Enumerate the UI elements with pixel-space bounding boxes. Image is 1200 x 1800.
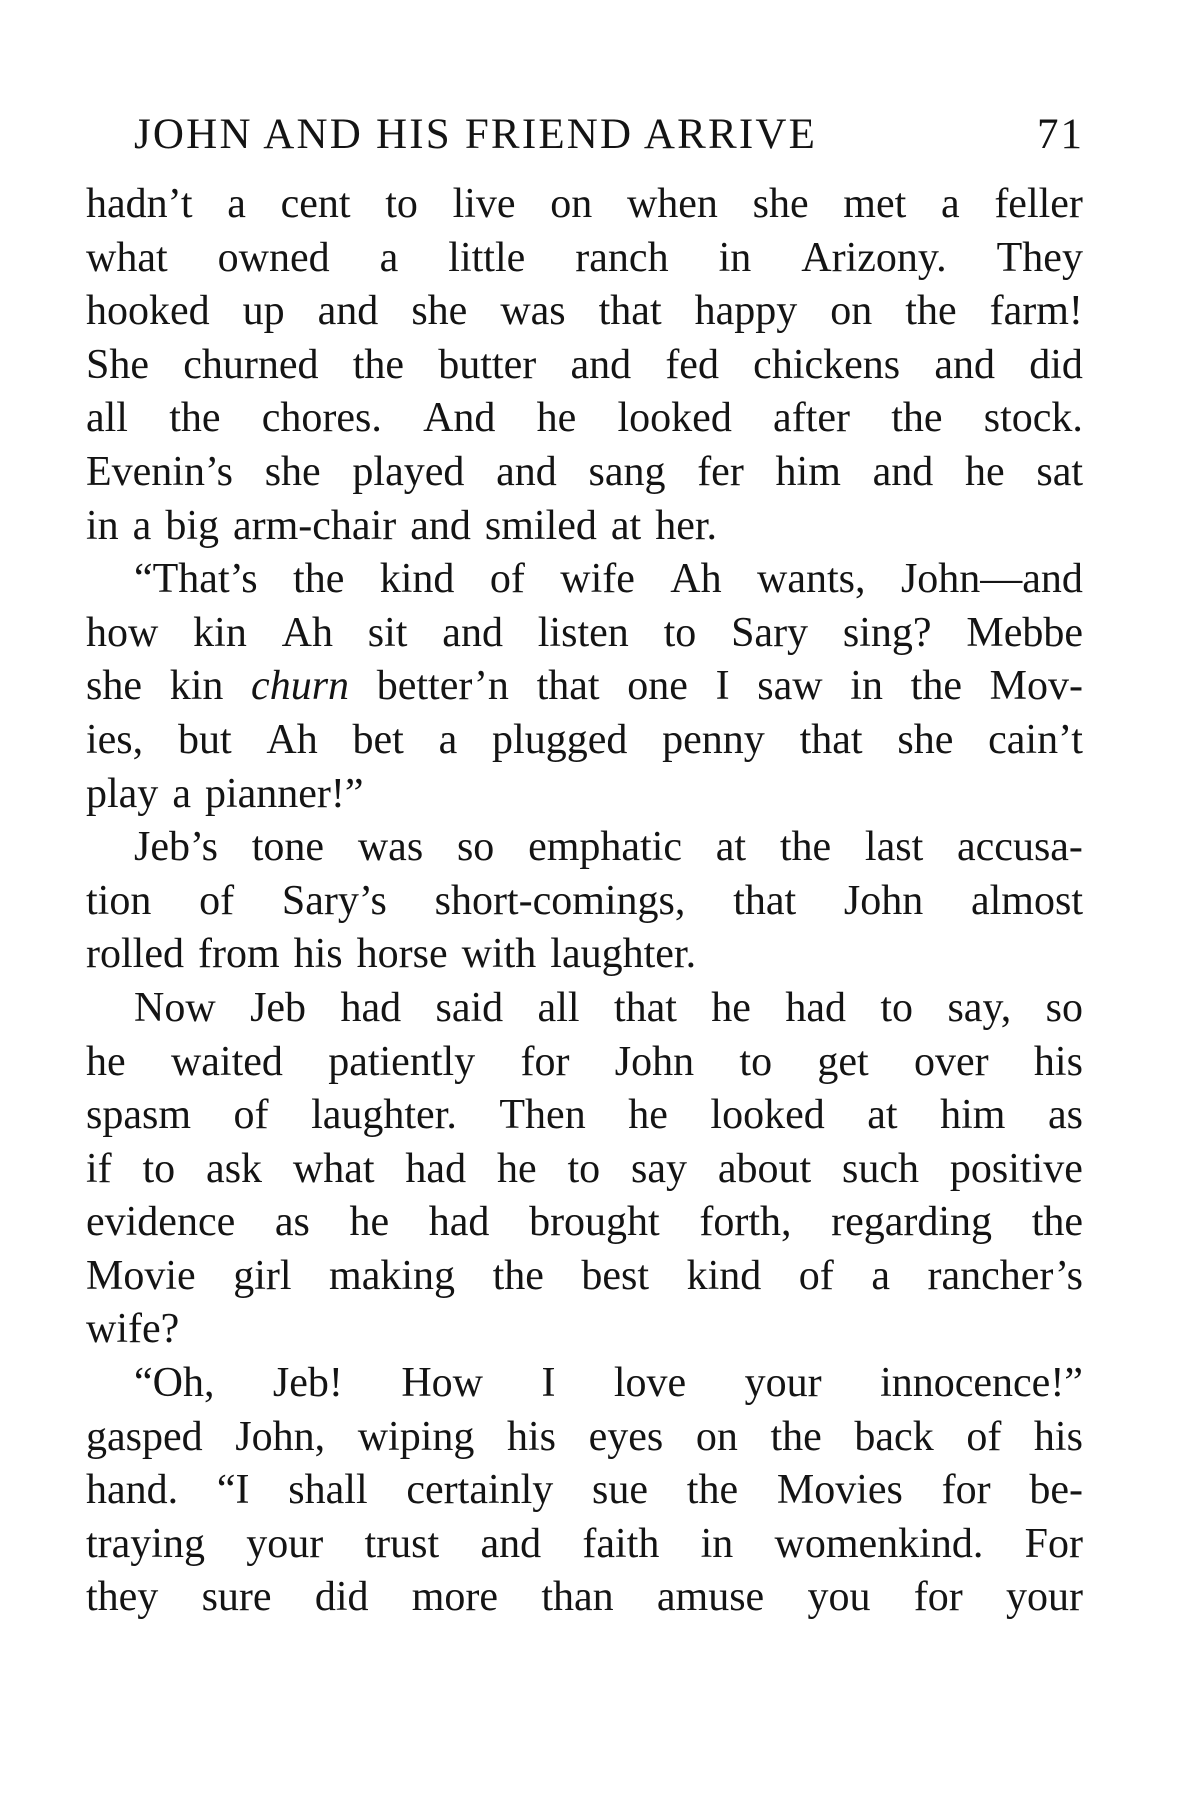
- word: Ah: [281, 609, 333, 656]
- word: in: [850, 663, 883, 710]
- word: was: [500, 288, 566, 335]
- text-line: [86, 875, 1083, 929]
- word: he: [349, 1199, 390, 1246]
- word: such: [842, 1145, 920, 1192]
- word: of: [966, 1413, 1002, 1460]
- word: as: [274, 1199, 310, 1246]
- page-number: 71: [1037, 111, 1084, 158]
- word: Arizony.: [801, 234, 947, 281]
- word: big: [165, 502, 219, 549]
- word: happy: [694, 288, 798, 335]
- word: the: [1031, 1199, 1083, 1246]
- word: accusa-: [957, 824, 1083, 871]
- word: to: [739, 1038, 773, 1085]
- word: Movies: [776, 1467, 903, 1514]
- word: faith: [582, 1520, 660, 1567]
- word: for: [520, 1038, 570, 1085]
- word: you: [807, 1574, 871, 1621]
- word: his: [293, 931, 343, 978]
- word: Jeb’s: [134, 824, 218, 871]
- word: did: [1029, 341, 1083, 388]
- word: he: [628, 1092, 668, 1139]
- word: innocence!”: [880, 1360, 1083, 1407]
- word: be-: [1029, 1467, 1083, 1514]
- text-line: [86, 660, 1083, 714]
- word: laughter.: [311, 1092, 457, 1139]
- word: in: [86, 502, 119, 549]
- word: rancher’s: [927, 1252, 1083, 1299]
- word: but: [177, 716, 232, 763]
- word: spasm: [86, 1092, 191, 1139]
- word: churned: [183, 341, 319, 388]
- text-line: [86, 178, 1083, 232]
- word: your: [744, 1360, 822, 1407]
- word: chores.: [261, 395, 382, 442]
- word: he: [496, 1145, 537, 1192]
- word: Sary’s: [281, 877, 387, 924]
- word: sang: [588, 448, 666, 495]
- word: a: [379, 234, 399, 281]
- word: of: [489, 556, 525, 603]
- word: sue: [592, 1467, 649, 1514]
- text-line: [86, 392, 1083, 446]
- word: Ah: [266, 716, 318, 763]
- word: live: [452, 181, 516, 227]
- word: the: [910, 663, 962, 710]
- word: wants,: [757, 556, 866, 603]
- text-line: [86, 339, 1083, 393]
- word: last: [864, 824, 924, 871]
- word: on: [830, 288, 873, 335]
- word: owned: [217, 234, 330, 281]
- word: certainly: [406, 1467, 554, 1514]
- word: get: [817, 1038, 869, 1085]
- text-line: [86, 1357, 1083, 1411]
- text-line: [86, 232, 1083, 286]
- word: And: [423, 395, 496, 442]
- word: did: [314, 1574, 369, 1621]
- word: all: [537, 984, 580, 1031]
- text-line: [86, 1518, 1083, 1572]
- word: Jeb!: [272, 1360, 343, 1407]
- word: a: [132, 502, 152, 549]
- word: pianner!”: [204, 770, 364, 817]
- word: and: [934, 341, 995, 388]
- word: he: [86, 1038, 126, 1085]
- word: horse: [356, 931, 448, 978]
- word: Ah: [670, 556, 722, 603]
- word: was: [357, 824, 424, 871]
- word: tion: [86, 877, 152, 924]
- word: They: [996, 234, 1083, 281]
- word: evidence: [86, 1199, 236, 1246]
- word: he: [536, 395, 577, 442]
- text-line: [86, 446, 1083, 500]
- word: met: [843, 181, 907, 227]
- word: he: [964, 448, 1005, 495]
- text-line: [86, 1303, 1083, 1357]
- word: had: [428, 1199, 490, 1246]
- word: played: [352, 448, 465, 495]
- word: John: [843, 877, 924, 924]
- word: a: [172, 770, 191, 817]
- word: chickens: [753, 341, 901, 388]
- word: sing?: [842, 609, 932, 656]
- word: Sary: [731, 609, 809, 656]
- word: when: [626, 181, 718, 227]
- word: to: [663, 609, 697, 656]
- word: with: [461, 931, 537, 978]
- word: womenkind.: [774, 1520, 984, 1567]
- text-line: [86, 553, 1083, 607]
- word: John—and: [900, 556, 1083, 603]
- word: your: [246, 1520, 324, 1567]
- word: than: [541, 1574, 614, 1621]
- word: She: [86, 341, 149, 388]
- word: to: [880, 984, 914, 1031]
- word: a: [227, 181, 246, 227]
- word: fed: [665, 341, 719, 388]
- word: what: [292, 1145, 375, 1192]
- word: For: [1024, 1520, 1083, 1567]
- word: regarding: [831, 1199, 993, 1246]
- word: brought: [529, 1199, 660, 1246]
- word: looked: [710, 1092, 825, 1139]
- word: as: [1047, 1092, 1083, 1139]
- text-line: [86, 285, 1083, 339]
- word: wiping: [357, 1413, 475, 1460]
- word: say: [630, 1145, 687, 1192]
- word: the: [686, 1467, 739, 1514]
- word: his: [507, 1413, 557, 1460]
- word: gasped: [86, 1413, 203, 1460]
- word: one: [627, 663, 688, 710]
- word: sat: [1036, 448, 1083, 495]
- word: bet: [352, 716, 404, 763]
- word: for: [941, 1467, 991, 1514]
- word: the: [891, 395, 943, 442]
- word: from: [197, 931, 280, 978]
- text-line: [86, 1571, 1083, 1625]
- word: the: [779, 824, 832, 871]
- word: sure: [201, 1574, 272, 1621]
- word: of: [798, 1252, 834, 1299]
- word: up: [242, 288, 285, 335]
- word: Movie: [86, 1252, 196, 1299]
- word: feller: [994, 181, 1083, 227]
- text-line: [86, 768, 1083, 822]
- word: smiled: [484, 502, 597, 549]
- word: so: [456, 824, 495, 871]
- word: Then: [499, 1092, 586, 1139]
- word: Mov-: [989, 663, 1083, 710]
- word: about: [717, 1145, 812, 1192]
- word: at: [715, 824, 747, 871]
- word: back: [854, 1413, 934, 1460]
- word: if: [86, 1145, 112, 1192]
- word: little: [448, 234, 526, 281]
- word: shall: [288, 1467, 368, 1514]
- word: of: [199, 877, 235, 924]
- word: said: [435, 984, 504, 1031]
- word: that: [799, 716, 863, 763]
- word: better’n: [376, 663, 509, 710]
- word: play: [86, 770, 159, 817]
- word: butter: [438, 341, 537, 388]
- word: the: [492, 1252, 544, 1299]
- text-line: [86, 607, 1083, 661]
- word: forth,: [699, 1199, 792, 1246]
- text-line: [86, 1464, 1083, 1518]
- word: the: [905, 288, 957, 335]
- word: stock.: [983, 395, 1083, 442]
- text-line: [86, 1196, 1083, 1250]
- word: wife?: [86, 1306, 180, 1353]
- word: to: [567, 1145, 601, 1192]
- word: hooked: [86, 288, 210, 335]
- word: him: [940, 1092, 1006, 1139]
- word: I: [715, 663, 730, 710]
- word: on: [550, 181, 593, 227]
- word: How: [401, 1360, 484, 1407]
- word: John: [614, 1038, 695, 1085]
- word: they: [86, 1574, 159, 1621]
- text-line: [86, 1143, 1083, 1197]
- word: he: [711, 984, 751, 1031]
- word: best: [581, 1252, 650, 1299]
- text-line: [86, 982, 1083, 1036]
- word: a: [871, 1252, 890, 1299]
- word: penny: [662, 716, 765, 763]
- word: she: [264, 448, 321, 495]
- word: the: [169, 395, 221, 442]
- word: to: [142, 1145, 176, 1192]
- word: kin: [193, 609, 247, 656]
- word: him: [775, 448, 841, 495]
- word: waited: [170, 1038, 283, 1085]
- word: Now: [134, 984, 216, 1031]
- word: that: [613, 984, 677, 1031]
- word: Evenin’s: [86, 448, 233, 495]
- word: plugged: [492, 716, 628, 763]
- word: kin: [169, 663, 224, 710]
- word: eyes: [588, 1413, 664, 1460]
- text-line: [86, 714, 1083, 768]
- word: traying: [86, 1520, 205, 1567]
- word: girl: [233, 1252, 292, 1299]
- word: at: [867, 1092, 898, 1139]
- word: more: [411, 1574, 499, 1621]
- word: his: [1033, 1038, 1083, 1085]
- word: for: [913, 1574, 963, 1621]
- text-line: [86, 500, 1083, 554]
- word: and: [570, 341, 632, 388]
- word: wife: [560, 556, 635, 603]
- word: that: [536, 663, 600, 710]
- text-line: [86, 1089, 1083, 1143]
- word: say,: [947, 984, 1012, 1031]
- word: all: [86, 395, 128, 442]
- text-line: [86, 1250, 1083, 1304]
- word: short-comings,: [434, 877, 686, 924]
- word: and: [317, 288, 379, 335]
- word: a: [438, 716, 458, 763]
- word: ask: [206, 1145, 263, 1192]
- word: amuse: [656, 1574, 765, 1621]
- word: kind: [686, 1252, 762, 1299]
- word: at: [610, 502, 642, 549]
- word: hadn’t: [86, 181, 193, 227]
- word: the: [770, 1413, 822, 1460]
- word: ranch: [575, 234, 669, 281]
- text-line: [86, 1036, 1083, 1090]
- word: a: [940, 181, 960, 227]
- word: and: [480, 1520, 542, 1567]
- word: she: [86, 663, 142, 710]
- word: her.: [655, 502, 718, 549]
- word: almost: [971, 877, 1083, 924]
- word: and: [872, 448, 934, 495]
- word: had: [785, 984, 846, 1031]
- word: sit: [367, 609, 408, 656]
- word: had: [405, 1145, 467, 1192]
- word: kind: [379, 556, 455, 603]
- word: John,: [235, 1413, 326, 1460]
- text-line: [86, 928, 1083, 982]
- word: in: [718, 234, 752, 281]
- word: on: [695, 1413, 738, 1460]
- word: she: [897, 716, 954, 763]
- word: and: [442, 609, 503, 656]
- word: love: [613, 1360, 687, 1407]
- word: saw: [757, 663, 823, 710]
- word: patiently: [328, 1038, 476, 1085]
- text-line: [86, 1411, 1083, 1465]
- word: after: [773, 395, 850, 442]
- word: she: [411, 288, 468, 335]
- word: to: [385, 181, 418, 227]
- word: the: [293, 556, 345, 603]
- word: and: [496, 448, 557, 495]
- word: “I: [216, 1467, 250, 1514]
- word: arm-chair: [233, 502, 397, 549]
- page-header: [134, 105, 1084, 165]
- word: churn: [251, 663, 350, 710]
- word: of: [233, 1092, 269, 1139]
- word: cain’t: [988, 716, 1083, 763]
- word: laughter.: [550, 931, 697, 978]
- word: looked: [617, 395, 732, 442]
- word: rolled: [86, 931, 184, 978]
- body-text: [86, 178, 1083, 1625]
- word: “That’s: [134, 556, 258, 603]
- word: your: [1005, 1574, 1083, 1621]
- word: “Oh,: [134, 1360, 215, 1407]
- word: that: [598, 288, 662, 335]
- word: over: [913, 1038, 989, 1085]
- word: hand.: [86, 1467, 179, 1514]
- word: cent: [280, 181, 351, 227]
- word: she: [752, 181, 809, 227]
- word: that: [733, 877, 797, 924]
- word: making: [329, 1252, 456, 1299]
- word: listen: [537, 609, 629, 656]
- word: how: [86, 609, 159, 656]
- word: trust: [364, 1520, 440, 1567]
- word: the: [352, 341, 405, 388]
- word: fer: [697, 448, 744, 495]
- word: his: [1033, 1413, 1083, 1460]
- text-line: [86, 821, 1083, 875]
- word: farm!: [989, 288, 1083, 335]
- word: Mebbe: [966, 609, 1083, 656]
- word: and: [410, 502, 471, 549]
- word: positive: [949, 1145, 1083, 1192]
- running-head: JOHN AND HIS FRIEND ARRIVE: [134, 111, 818, 158]
- word: ies,: [86, 716, 144, 763]
- word: tone: [251, 824, 325, 871]
- word: in: [700, 1520, 734, 1567]
- word: had: [340, 984, 402, 1031]
- word: what: [86, 234, 168, 281]
- word: emphatic: [528, 824, 682, 871]
- word: Jeb: [250, 984, 307, 1031]
- word: I: [541, 1360, 556, 1407]
- word: so: [1045, 984, 1083, 1031]
